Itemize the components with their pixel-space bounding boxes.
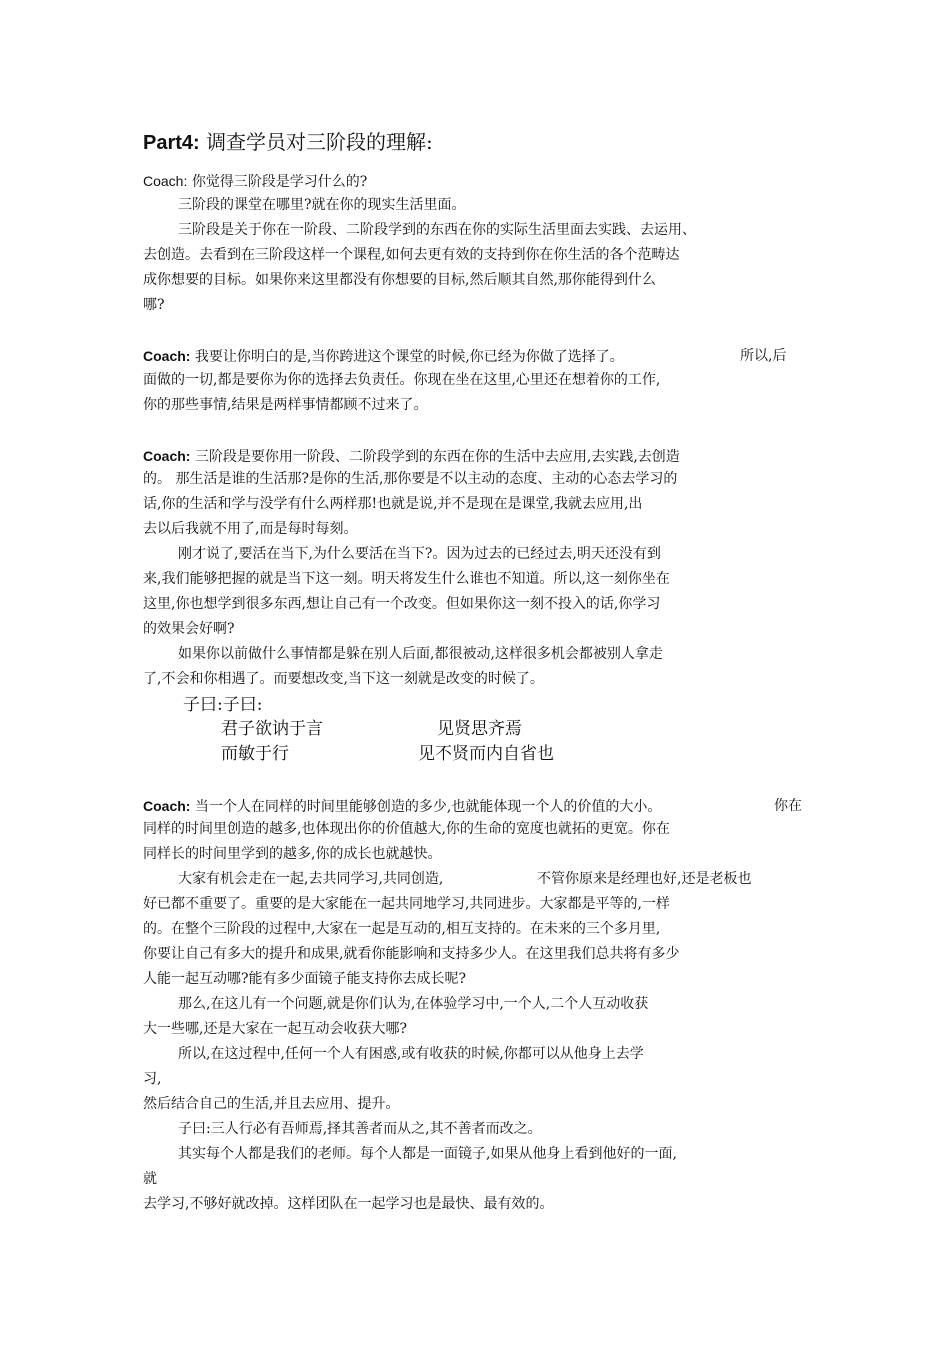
quote-left-2: 而敏于行	[221, 744, 289, 764]
coach-label: Coach:	[143, 173, 188, 189]
sec2-line-1	[143, 347, 624, 366]
sec3-line-10: 了,不会和你相遇了。而要想改变,当下这一刻就是改变的时候了。	[143, 671, 544, 687]
sec1-line-3: 三阶段是关于你在一阶段、二阶段学到的东西在你的实际生活里面去实践、去运用、	[178, 222, 696, 238]
sec2-line-2: 面做的一切,都是要你为你的选择去负责任。你现在坐在这里,心里还在想着你的工作,	[143, 372, 661, 388]
sec3-line-5: 刚才说了,要活在当下,为什么要活在当下?。因为过去的已经过去,明天还没有到	[178, 546, 661, 562]
sec4-line-17: 去学习,不够好就改掉。这样团队在一起学习也是最快、最有效的。	[143, 1196, 554, 1212]
quote-right-2: 见不贤而内自省也	[418, 744, 554, 764]
sec4-line-1-tail: 你在	[774, 798, 802, 814]
section-heading	[143, 128, 433, 157]
coach-label: Coach:	[143, 798, 191, 814]
sec4-line-8: 人能一起互动哪?能有多少面镜子能支持你去成长呢?	[143, 971, 467, 987]
sec4-line-3: 同样长的时间里学到的越多,你的成长也就越快。	[143, 846, 442, 862]
sec1-line-6: 哪?	[143, 297, 165, 313]
heading-label: Part4:	[143, 132, 200, 154]
sec2-line-1-text: 我要让你明白的是,当你跨进这个课堂的时候,你已经为你做了选择了。	[194, 349, 624, 365]
quote-left-1: 君子欲讷于言	[221, 719, 323, 739]
sec4-line-13: 然后结合自己的生活,并且去应用、提升。	[143, 1096, 400, 1112]
sec2-line-3: 你的那些事情,结果是两样事情都顾不过来了。	[143, 397, 428, 413]
sec2-line-1-tail: 所以,后	[740, 348, 787, 364]
sec3-line-4: 去以后我就不用了,而是每时每刻。	[143, 521, 358, 537]
sec3-line-1	[143, 447, 680, 466]
sec1-line-1	[143, 172, 367, 191]
sec4-line-1	[143, 797, 661, 816]
coach-label: Coach:	[143, 448, 191, 464]
sec1-line-2: 三阶段的课堂在哪里?就在你的现实生活里面。	[178, 197, 466, 213]
sec4-line-1-text: 当一个人在同样的时间里能够创造的多少,也就能体现一个人的价值的大小。	[194, 799, 662, 815]
sec4-line-12: 习,	[143, 1071, 162, 1087]
quote-right-1: 见贤思齐焉	[437, 719, 522, 739]
quote-intro: 子曰:子曰:	[183, 695, 263, 715]
sec4-line-14: 子曰:三人行必有吾师焉,择其善者而从之,其不善者而改之。	[178, 1121, 542, 1137]
sec4-line-10: 大一些哪,还是大家在一起互动会收获大哪?	[143, 1021, 407, 1037]
sec4-line-2: 同样的时间里创造的越多,也体现出你的价值越大,你的生命的宽度也就拓的更宽。你在	[143, 821, 670, 837]
sec1-line-5: 成你想要的目标。如果你来这里都没有你想要的目标,然后顺其自然,那你能得到什么	[143, 272, 656, 288]
sec4-line-4b: 不管你原来是经理也好,还是老板也	[537, 871, 752, 887]
sec1-question: 你觉得三阶段是学习什么的?	[191, 174, 368, 190]
sec4-line-6: 的。在整个三阶段的过程中,大家在一起是互动的,相互支持的。在未来的三个多月里,	[143, 921, 661, 937]
sec3-line-9: 如果你以前做什么事情都是躲在别人后面,都很被动,这样很多机会都被别人拿走	[178, 646, 663, 662]
sec3-line-7: 这里,你也想学到很多东西,想让自己有一个改变。但如果你这一刻不投入的话,你学习	[143, 596, 661, 612]
sec3-line-2: 的。 那生活是谁的生活那?是你的生活,那你要是不以主动的态度、主动的心态去学习的	[143, 471, 678, 487]
sec3-line-6: 来,我们能够把握的就是当下这一刻。明天将发生什么谁也不知道。所以,这一刻你坐在	[143, 571, 670, 587]
sec4-line-4a: 大家有机会走在一起,去共同学习,共同创造,	[178, 871, 444, 887]
sec3-line-3: 话,你的生活和学与没学有什么两样那!也就是说,并不是现在是课堂,我就去应用,出	[143, 496, 643, 512]
sec1-line-4: 去创造。去看到在三阶段这样一个课程,如何去更有效的支持到你在你生活的各个范畴达	[143, 247, 680, 263]
sec4-line-15: 其实每个人都是我们的老师。每个人都是一面镜子,如果从他身上看到他好的一面,	[178, 1146, 677, 1162]
sec4-line-11: 所以,在这过程中,任何一个人有困惑,或有收获的时候,你都可以从他身上去学	[178, 1046, 644, 1062]
coach-label: Coach:	[143, 348, 191, 364]
sec4-line-9: 那么,在这儿有一个问题,就是你们认为,在体验学习中,一个人,二个人互动收获	[178, 996, 649, 1012]
sec3-line-8: 的效果会好啊?	[143, 621, 235, 637]
sec4-line-16: 就	[143, 1171, 157, 1187]
heading-text: 调查学员对三阶段的理解:	[206, 130, 433, 154]
sec4-line-5: 好已都不重要了。重要的是大家能在一起共同地学习,共同进步。大家都是平等的,一样	[143, 896, 670, 912]
sec4-line-7: 你要让自己有多大的提升和成果,就看你能影响和支持多少人。在这里我们总共将有多少	[143, 946, 680, 962]
sec3-line-1-text: 三阶段是要你用一阶段、二阶段学到的东西在你的生活中去应用,去实践,去创造	[194, 449, 680, 465]
